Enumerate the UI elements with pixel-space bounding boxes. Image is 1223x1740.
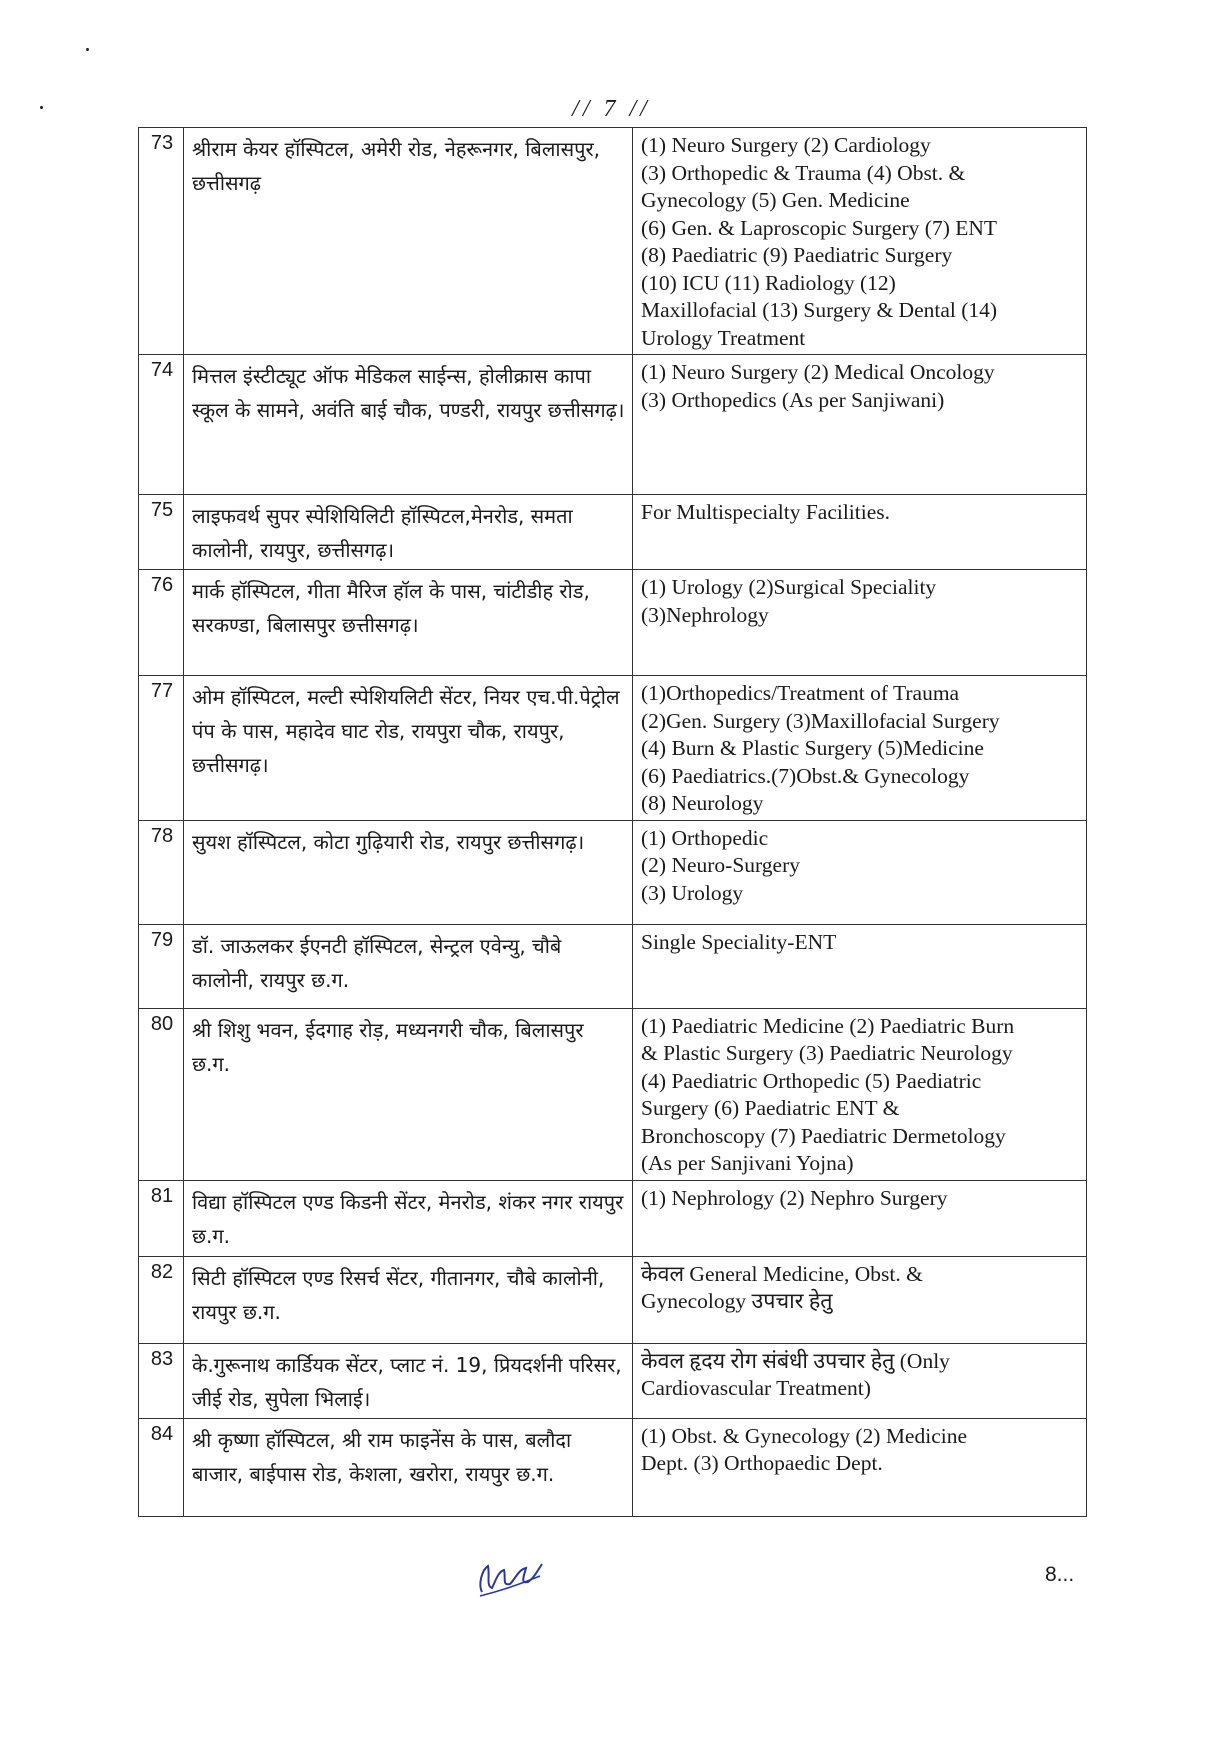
signature-mark	[476, 1556, 546, 1600]
hospital-name: के.गुरूनाथ कार्डियक सेंटर, प्लाट नं. 19, प्रियदर्शनी परिसर, जीई रोड, सुपेला भिलाई।	[184, 1343, 633, 1418]
hospital-name: डॉ. जाऊलकर ईएनटी हॉस्पिटल, सेन्ट्रल एवेन्यु, चौबे कालोनी, रायपुर छ.ग.	[184, 924, 633, 1008]
row-number: 77	[139, 676, 184, 821]
page-number-marker: // 7 //	[572, 96, 651, 122]
speciality-list: केवल General Medicine, Obst. & Gynecology उपचार हेतु	[633, 1256, 1087, 1343]
row-number: 73	[139, 128, 184, 355]
hospital-name: मित्तल इंस्टीट्यूट ऑफ मेडिकल साईन्स, होलीक्रास कापा स्कूल के सामने, अवंति बाई चौक, पण्डरी, रायपुर छत्तीसगढ़।	[184, 355, 633, 495]
hospital-name: सिटी हॉस्पिटल एण्ड रिसर्च सेंटर, गीतानगर, चौबे कालोनी, रायपुर छ.ग.	[184, 1256, 633, 1343]
table-row	[139, 1180, 1087, 1256]
hospital-name: श्रीराम केयर हॉस्पिटल, अमेरी रोड, नेहरूनगर, बिलासपुर, छत्तीसगढ़	[184, 128, 633, 355]
row-number: 79	[139, 924, 184, 1008]
hospital-name: सुयश हॉस्पिटल, कोटा गुढ़ियारी रोड, रायपुर छत्तीसगढ़।	[184, 820, 633, 924]
hospital-name: श्री कृष्णा हॉस्पिटल, श्री राम फाइनेंस के पास, बलौदा बाजार, बाईपास रोड, केशला, खरोरा, रायपुर छ.ग.	[184, 1418, 633, 1516]
table-row	[139, 676, 1087, 821]
row-number: 80	[139, 1008, 184, 1180]
row-number: 83	[139, 1343, 184, 1418]
row-number: 75	[139, 495, 184, 570]
table-row	[139, 1343, 1087, 1418]
row-number: 78	[139, 820, 184, 924]
row-number: 84	[139, 1418, 184, 1516]
row-number: 74	[139, 355, 184, 495]
hospital-name: लाइफवर्थ सुपर स्पेशियिलिटी हॉस्पिटल,मेनरोड, समता कालोनी, रायपुर, छत्तीसगढ़।	[184, 495, 633, 570]
table-row	[139, 128, 1087, 355]
hospital-name: ओम हॉस्पिटल, मल्टी स्पेशियलिटी सेंटर, नियर एच.पी.पेट्रोल पंप के पास, महादेव घाट रोड, रायपुरा चौक, रायपुर, छत्तीसगढ़।	[184, 676, 633, 821]
scan-speck	[86, 48, 89, 51]
speciality-list: (1) Nephrology (2) Nephro Surgery	[633, 1180, 1087, 1256]
table-row	[139, 924, 1087, 1008]
table-row	[139, 1418, 1087, 1516]
speciality-list: (1)Orthopedics/Treatment of Trauma (2)Gen. Surgery (3)Maxillofacial Surgery (4) Burn & Plastic Surgery (5)Medicine (6) Paediatrics.(7)Obst.& Gynecology (8) Neurology	[633, 676, 1087, 821]
hospital-name: मार्क हॉस्पिटल, गीता मैरिज हॉल के पास, चांटीडीह रोड, सरकण्डा, बिलासपुर छत्तीसगढ़।	[184, 570, 633, 676]
speciality-list: (1) Orthopedic (2) Neuro-Surgery (3) Urology	[633, 820, 1087, 924]
table-row	[139, 1256, 1087, 1343]
hospital-list-body	[139, 128, 1087, 1517]
speciality-list: केवल हृदय रोग संबंधी उपचार हेतु (Only Cardiovascular Treatment)	[633, 1343, 1087, 1418]
speciality-list: (1) Paediatric Medicine (2) Paediatric Burn & Plastic Surgery (3) Paediatric Neurology (4) Paediatric Orthopedic (5) Paediatric Surgery (6) Paediatric ENT & Bronchoscopy (7) Paediatric Dermetology (As per Sanjivani Yojna)	[633, 1008, 1087, 1180]
hospital-list-table	[138, 127, 1087, 1517]
table-row	[139, 570, 1087, 676]
continuation-page-number: 8...	[1045, 1563, 1075, 1586]
speciality-list: (1) Obst. & Gynecology (2) Medicine Dept. (3) Orthopaedic Dept.	[633, 1418, 1087, 1516]
hospital-name: श्री शिशु भवन, ईदगाह रोड़, मध्यनगरी चौक, बिलासपुर छ.ग.	[184, 1008, 633, 1180]
table-row	[139, 495, 1087, 570]
row-number: 76	[139, 570, 184, 676]
speciality-list: For Multispecialty Facilities.	[633, 495, 1087, 570]
row-number: 82	[139, 1256, 184, 1343]
speciality-list: (1) Neuro Surgery (2) Cardiology (3) Orthopedic & Trauma (4) Obst. & Gynecology (5) Gen. Medicine (6) Gen. & Laproscopic Surgery (7) ENT (8) Paediatric (9) Paediatric Surgery (10) ICU (11) Radiology (12) Maxillofacial (13) Surgery & Dental (14) Urology Treatment	[633, 128, 1087, 355]
table-row	[139, 1008, 1087, 1180]
speciality-list: (1) Neuro Surgery (2) Medical Oncology (3) Orthopedics (As per Sanjiwani)	[633, 355, 1087, 495]
row-number: 81	[139, 1180, 184, 1256]
speciality-list: (1) Urology (2)Surgical Speciality (3)Nephrology	[633, 570, 1087, 676]
table-row	[139, 355, 1087, 495]
hospital-name: विद्या हॉस्पिटल एण्ड किडनी सेंटर, मेनरोड, शंकर नगर रायपुर छ.ग.	[184, 1180, 633, 1256]
speciality-list: Single Speciality-ENT	[633, 924, 1087, 1008]
table-row	[139, 820, 1087, 924]
